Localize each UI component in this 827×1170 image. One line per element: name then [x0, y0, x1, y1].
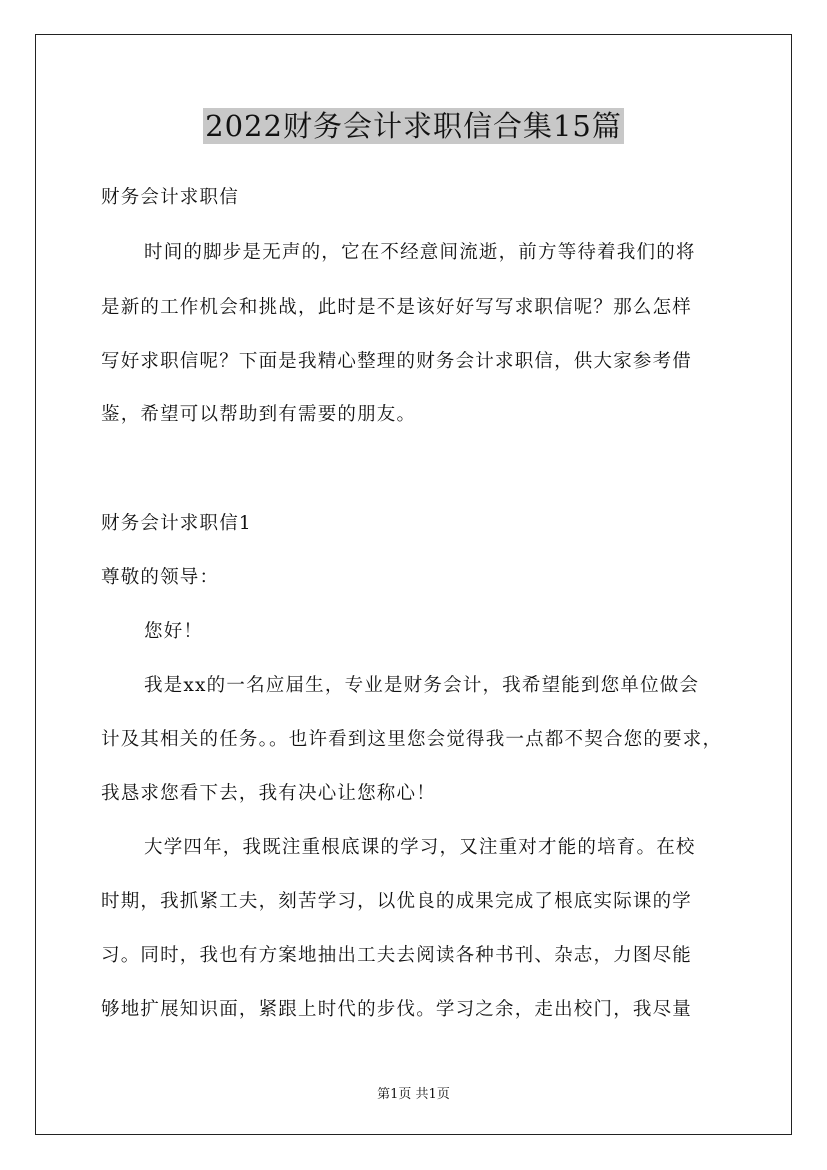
- para1-line: 计及其相关的任务。。也许看到这里您会觉得我一点都不契合您的要求，: [101, 729, 723, 750]
- para2-line: 习。同时，我也有方案地抽出工夫去阅读各种书刊、杂志，力图尽能: [101, 945, 693, 966]
- intro-line: 鉴，希望可以帮助到有需要的朋友。: [101, 404, 417, 425]
- para1-line: 我是xx的一名应届生，专业是财务会计，我希望能到您单位做会: [144, 675, 700, 696]
- greeting: 您好！: [144, 621, 204, 642]
- section-title: 财务会计求职信1: [101, 513, 252, 534]
- intro-line: 是新的工作机会和挑战，此时是不是该好好写写求职信呢？那么怎样: [101, 297, 693, 318]
- title-text: 2022财务会计求职信合集15篇: [205, 109, 622, 143]
- intro-line: 写好求职信呢？下面是我精心整理的财务会计求职信，供大家参考借: [101, 351, 693, 372]
- page-footer: 第1页 共1页: [377, 1087, 450, 1102]
- para2-line: 够地扩展知识面，紧跟上时代的步伐。学习之余，走出校门，我尽量: [101, 999, 693, 1020]
- document-title: [0, 104, 827, 145]
- para2-line: 时期，我抓紧工夫，刻苦学习，以优良的成果完成了根底实际课的学: [101, 891, 693, 912]
- salutation: 尊敬的领导：: [101, 567, 220, 588]
- para1-line: 我恳求您看下去，我有决心让您称心！: [101, 783, 436, 804]
- para2-line: 大学四年，我既注重根底课的学习，又注重对才能的培育。在校: [144, 837, 696, 858]
- heading: 财务会计求职信: [101, 187, 239, 208]
- intro-line: 时间的脚步是无声的，它在不经意间流逝，前方等待着我们的将: [144, 242, 696, 263]
